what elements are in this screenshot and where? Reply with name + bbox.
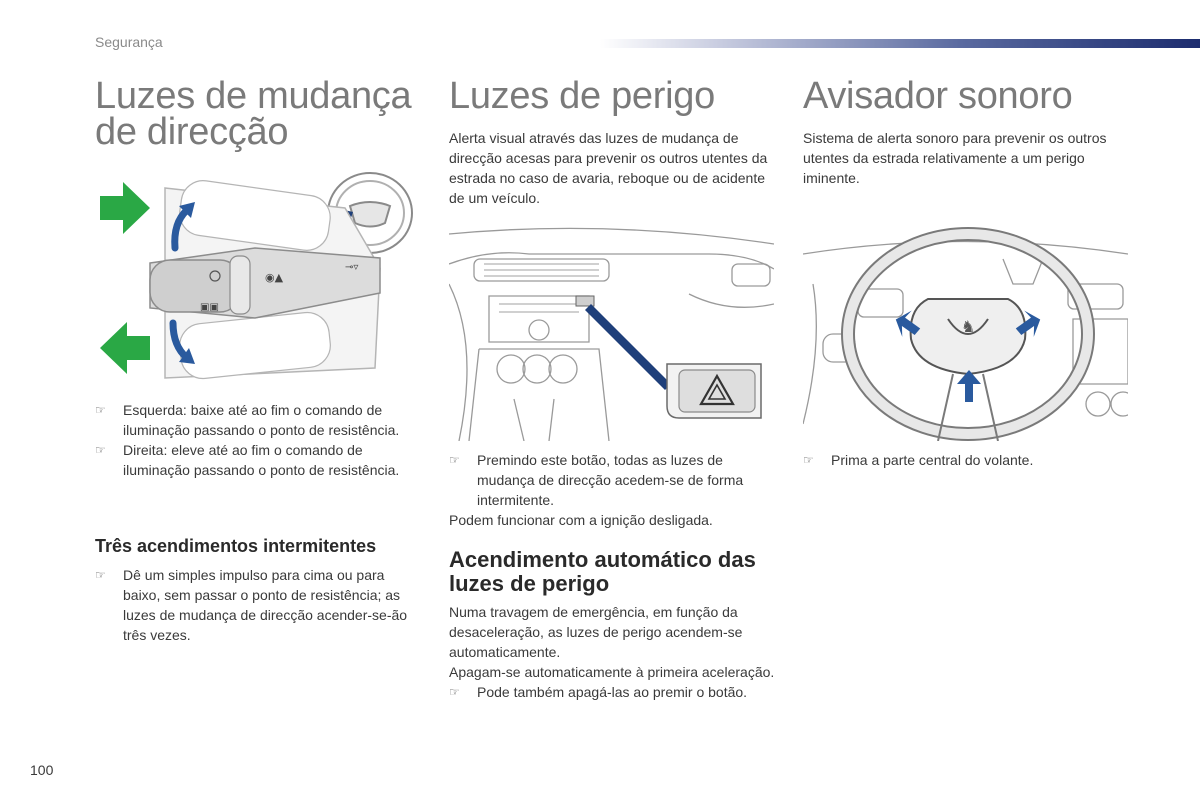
bullet-mark-icon: ☞ [95,568,106,582]
green-right-arrow-icon [100,182,150,234]
svg-text:▣▣: ▣▣ [200,302,219,313]
bullet-auto-hazard [449,682,779,702]
dashboard-svg [449,224,774,441]
pointer-line-icon [585,304,671,390]
header-bar [600,39,1200,48]
steering-wheel-horn-illustration [803,224,1128,441]
section-label: Segurança [95,34,163,50]
turn-signal-stalk-illustration [95,168,420,383]
page-number: 100 [30,762,54,778]
column-horn [803,75,1133,188]
auto-hazard-para2: Apagam-se automaticamente à primeira aceleração. [449,664,775,680]
bullet-mark-icon: ☞ [449,453,460,467]
bullet-mark-icon: ☞ [803,453,814,467]
blue-arrow-up-icon [957,370,981,402]
bullet-text: Esquerda: baixe até ao fim o comando de iluminação passando o ponto de resistência. [123,402,400,438]
left-bullets [95,400,425,480]
bullet-horn-press [803,450,1133,470]
intro-horn: Sistema de alerta sonoro para prevenir os outros utentes da estrada relativamente a um perigo iminente. [803,130,1107,186]
bullet-three-flashes [95,565,425,645]
subheading-three-flashes: Três acendimentos intermitentes [95,536,377,556]
subheading-auto-hazard: Acendimento automático das luzes de perigo [449,547,756,596]
auto-hazard-para1: Numa travagem de emergência, em função da desaceleração, as luzes de perigo acendem-se automaticamente. [449,604,743,660]
bullet-text: Premindo este botão, todas as luzes de mudança de direcção acedem-se de forma intermitente. [477,452,744,508]
title-turn-signals: Luzes de mudança de direcção [95,75,412,153]
bullet-text: Pode também apagá-las ao premir o botão. [477,684,748,700]
bullet-left-turn [95,400,425,440]
intro-hazard-lights: Alerta visual através das luzes de mudança de direcção acesas para prevenir os outros utentes da estrada no caso de avaria, reboque ou de acidente de um veículo. [449,130,768,206]
title-hazard-lights: Luzes de perigo [449,75,715,117]
hazard-instructions [449,450,779,530]
svg-text:♞: ♞ [961,317,976,336]
bullet-text: Direita: eleve até ao fim o comando de iluminação passando o ponto de resistência. [123,442,400,478]
steering-wheel-icon [848,234,1088,441]
bullet-text: Prima a parte central do volante. [831,452,1034,468]
bullet-text: Dê um simples impulso para cima ou para baixo, sem passar o ponto de resistência; as luzes de mudança de direcção acender-se-ão três vezes. [123,567,408,643]
hazard-button-icon [667,364,761,418]
three-flashes-section [95,535,425,645]
hazard-note: Podem funcionar com a ignição desligada. [449,512,713,528]
horn-instructions [803,450,1133,470]
column-hazard-lights [449,75,779,208]
bullet-right-turn [95,440,425,480]
svg-text:⊸▿: ⊸▿ [345,262,359,273]
horn-svg [803,224,1128,441]
stalk-svg [95,168,420,383]
auto-hazard-section [449,548,779,702]
hazard-button-dashboard-illustration [449,224,774,441]
bullet-mark-icon: ☞ [95,443,106,457]
bullet-mark-icon: ☞ [449,685,460,699]
bullet-mark-icon: ☞ [95,403,106,417]
column-turn-signals [95,75,425,153]
bullet-hazard-press [449,450,779,510]
title-horn: Avisador sonoro [803,75,1073,117]
green-left-arrow-icon [100,322,150,374]
svg-text:◉▲: ◉▲ [265,271,284,284]
